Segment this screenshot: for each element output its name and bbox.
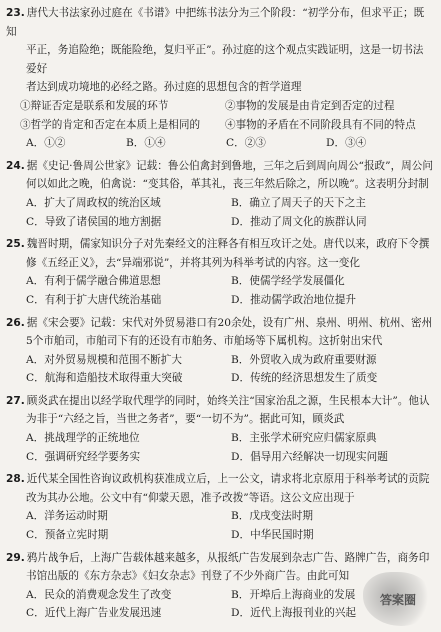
option-c: C．导致了诸侯国的地方割据 bbox=[26, 215, 162, 228]
option-b: B．确立了周天子的天下之主 bbox=[231, 196, 366, 209]
stem-line: 顾炎武在提出以经学取代理学的同时，始终关注“国家治乱之源，生民根本大计”。他认 bbox=[26, 394, 430, 407]
option-b: B．开埠后上海商业的发展 bbox=[231, 588, 356, 601]
question-stem bbox=[6, 470, 433, 507]
question-28 bbox=[6, 470, 433, 544]
option-list bbox=[6, 429, 433, 466]
question-number: 27. bbox=[6, 394, 25, 407]
stem-line: 者达到成功境地的必经之路。孙过庭的思想包含的哲学道理 bbox=[26, 81, 302, 94]
question-26 bbox=[6, 314, 433, 388]
option-a: A．民众的消费观念发生了改变 bbox=[26, 588, 172, 601]
statement-4: ④事物的矛盾在不同阶段具有不同的特点 bbox=[225, 118, 416, 131]
option-a: A．挑战理学的正统地位 bbox=[26, 432, 140, 445]
option-d: D．近代上海报刊业的兴起 bbox=[231, 607, 357, 620]
option-d: D．中华民国时期 bbox=[231, 529, 314, 542]
option-a: A．对外贸易规模和范围不断扩大 bbox=[26, 353, 182, 366]
question-stem bbox=[6, 4, 433, 97]
statement-2: ②事物的发展是由肯定到否定的过程 bbox=[225, 99, 395, 112]
question-24 bbox=[6, 157, 433, 231]
option-a: A．洋务运动时期 bbox=[26, 510, 108, 523]
question-stem bbox=[6, 235, 433, 272]
stem-line: 魏晋时期，儒家知识分子对先秦经文的注释各有相互攻讦之处。唐代以来，政府下令撰 bbox=[26, 238, 430, 251]
statement-list bbox=[6, 97, 433, 134]
option-c: C．②③ bbox=[226, 137, 266, 150]
option-a: A．有利于儒学融合佛道思想 bbox=[26, 275, 161, 288]
option-d: D．传统的经济思想发生了质变 bbox=[231, 372, 378, 385]
question-number: 28. bbox=[6, 473, 25, 486]
option-d: D．推动了周文化的族群认同 bbox=[231, 215, 367, 228]
option-list bbox=[6, 507, 433, 544]
stem-line: 据《史记·鲁周公世家》记载：鲁公伯禽封到鲁地，三年之后到周向周公“报政”，周公问 bbox=[26, 159, 433, 172]
option-d: D．倡导用六经解决一切现实问题 bbox=[231, 450, 388, 463]
option-b: B．①④ bbox=[126, 137, 166, 150]
option-b: B．外贸收入成为政府重要财源 bbox=[231, 353, 377, 366]
stem-line: 近代某全国性咨询议政机构获准成立后，上一公文，请求将北京原用于科举考试的贡院 bbox=[26, 473, 430, 486]
option-d: D．③④ bbox=[326, 137, 367, 150]
question-stem bbox=[6, 157, 433, 194]
stem-line: 唐代大书法家孙过庭在《书谱》中把练书法分为三个阶段：“初学分布，但求平正；既知 bbox=[6, 7, 425, 38]
question-number: 24. bbox=[6, 159, 25, 172]
option-c: C．预备立宪时期 bbox=[26, 529, 109, 542]
option-list bbox=[6, 194, 433, 231]
watermark-text: 答案圈 bbox=[379, 592, 416, 607]
question-number: 26. bbox=[6, 316, 25, 329]
option-c: C．强调研究经学要务实 bbox=[26, 450, 141, 463]
stem-line: 为非于“六经之旨，当世之务者”，要“一切不为”。据此可知，顾炎武 bbox=[26, 413, 345, 426]
stem-line: 据《宋会要》记载：宋代对外贸易港口有20余处，设有广州、泉州、明州、杭州、密州 bbox=[26, 316, 433, 329]
stem-line: 平正，务追险绝；既能险绝，复归平正”。孙过庭的这个观点实践证明，这是一切书法爱好 bbox=[26, 44, 424, 75]
option-c: C．近代上海广告业发展迅速 bbox=[26, 607, 162, 620]
option-list bbox=[6, 351, 433, 388]
stem-line: 鸦片战争后，上海广告载体越来越多，从报纸广告发展到杂志广告、路牌广告，商务印 bbox=[26, 551, 430, 564]
statement-3: ③哲学的肯定和否定在本质上是相同的 bbox=[20, 118, 201, 131]
option-c: C．航海和造船技术取得重大突破 bbox=[26, 372, 183, 385]
option-d: D．推动儒学政治地位提升 bbox=[231, 293, 357, 306]
stem-line: 改为其办公地。公文中有“仰蒙天恩，准予改拨”等语。这公文应出现于 bbox=[26, 491, 355, 504]
option-list bbox=[6, 272, 433, 309]
option-a: A．①② bbox=[26, 137, 66, 150]
stem-line: 5个市舶司，市舶司下有的还设有市舶务、市舶场等下属机构。这折射出宋代 bbox=[26, 335, 383, 348]
question-23 bbox=[6, 4, 433, 153]
option-list bbox=[6, 134, 433, 153]
question-stem bbox=[6, 392, 433, 429]
question-27 bbox=[6, 392, 433, 466]
question-number: 23. bbox=[6, 7, 25, 19]
option-c: C．有利于扩大唐代统治基础 bbox=[26, 293, 162, 306]
option-b: B．主张学术研究应归儒家原典 bbox=[231, 432, 377, 445]
question-stem bbox=[6, 314, 433, 351]
stem-line: 何以如此之晚，伯禽说：“变其俗，革其礼，丧三年然后除之，所以晚”。这表明分封制 bbox=[26, 178, 429, 191]
question-number: 29. bbox=[6, 551, 25, 564]
statement-1: ①辩证否定是联系和发展的环节 bbox=[20, 99, 169, 112]
question-number: 25. bbox=[6, 238, 25, 251]
option-b: B．戊戌变法时期 bbox=[231, 510, 313, 523]
question-25 bbox=[6, 235, 433, 309]
stem-line: 修《五经正义》，去“异端邪说”，并将其列为科举考试的内容。这一变化 bbox=[26, 256, 360, 269]
option-b: B．使儒学经学发展僵化 bbox=[231, 275, 345, 288]
option-a: A．扩大了周政权的统治区域 bbox=[26, 196, 161, 209]
stem-line: 书馆出版的《东方杂志》《妇女杂志》刊登了不少外商广告。由此可知 bbox=[26, 570, 350, 583]
